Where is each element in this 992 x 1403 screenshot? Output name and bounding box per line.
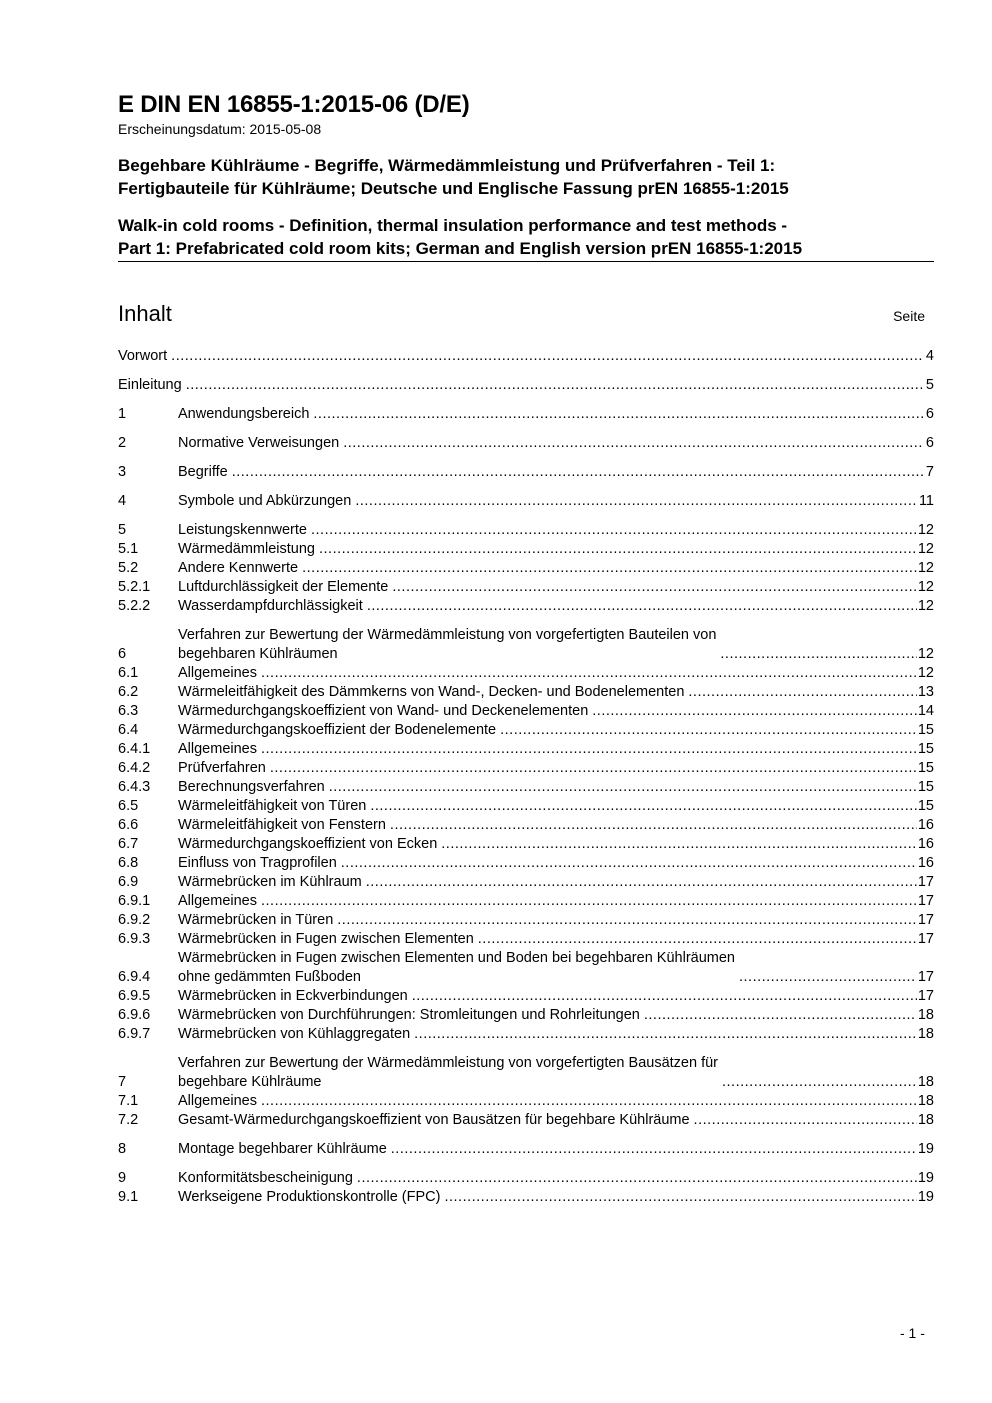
toc-dot-leader [261, 740, 917, 759]
toc-dot-leader [412, 987, 917, 1006]
toc-entry-page: 16 [917, 817, 934, 833]
toc-dot-leader [329, 778, 917, 797]
toc-entry-number: 3 [118, 464, 127, 480]
toc-entry-page: 18 [917, 1093, 934, 1109]
toc-entry-page: 12 [917, 522, 934, 538]
toc-dot-leader [171, 347, 924, 366]
toc-entry-number: 6.9.1 [118, 893, 151, 909]
toc-entry-number: 6.4.1 [118, 741, 151, 757]
toc-entry-number: 6.8 [118, 855, 139, 871]
toc-entry[interactable] [118, 930, 934, 949]
toc-entry-page: 17 [917, 874, 934, 890]
toc-entry-page: 18 [917, 1007, 934, 1023]
toc-entry[interactable] [118, 1140, 934, 1159]
toc-page-label: Seite [893, 308, 925, 324]
toc-entry-number: 6.7 [118, 836, 139, 852]
toc-entry-number: 6.1 [118, 665, 139, 681]
toc-dot-leader [694, 1111, 917, 1130]
toc-entry-number: 6.9.7 [118, 1026, 151, 1042]
toc-entry-number: 5.2.2 [118, 598, 151, 614]
toc-dot-leader [357, 1169, 917, 1188]
toc-entry-title: Wärmebrücken in Fugen zwischen Elementen und Boden bei begehbaren Kühlräumen ohne gedämmten Fußboden [178, 950, 735, 985]
toc-entry[interactable] [118, 1169, 934, 1188]
toc-entry-number: 6.9.2 [118, 912, 151, 928]
toc-entry-number: 6 [118, 646, 127, 662]
toc-entry-title: Normative Verweisungen [178, 435, 340, 451]
toc-entry-title: Verfahren zur Bewertung der Wärmedämmleistung von vorgefertigten Bausätzen für begehbare Kühlräume [178, 1055, 718, 1090]
toc-entry[interactable] [118, 405, 934, 424]
toc-dot-leader [391, 1140, 917, 1159]
toc-entry[interactable] [118, 1006, 934, 1025]
toc-entry-number: 8 [118, 1141, 127, 1157]
toc-entry-number: 6.9.6 [118, 1007, 151, 1023]
toc-entry-title: Verfahren zur Bewertung der Wärmedämmleistung von vorgefertigten Bauteilen von begehbaren Kühlräumen [178, 627, 717, 662]
toc-entry-page: 6 [925, 435, 934, 451]
toc-entry-number: 7.2 [118, 1112, 139, 1128]
toc-entry-title: Anwendungsbereich [178, 406, 310, 422]
toc-entry[interactable] [118, 347, 934, 366]
toc-entry-title: Wasserdampfdurchlässigkeit [178, 598, 363, 614]
toc-entry[interactable] [118, 376, 934, 395]
toc-dot-leader [341, 854, 917, 873]
toc-entry[interactable] [118, 1111, 934, 1130]
toc-entry-number: 6.4.3 [118, 779, 151, 795]
toc-entry[interactable] [118, 463, 934, 482]
toc-entry-title: Konformitätsbescheinigung [178, 1170, 353, 1186]
toc-entry[interactable] [118, 835, 934, 854]
toc-dot-leader [261, 664, 917, 683]
toc-entry[interactable] [118, 521, 934, 540]
toc-entry-page: 17 [917, 931, 934, 947]
toc-entry-page: 18 [917, 1112, 934, 1128]
toc-entry-title: Wärmebrücken in Türen [178, 912, 334, 928]
toc-dot-leader [311, 521, 917, 540]
toc-entry-number: 6.5 [118, 798, 139, 814]
toc-entry-number: 6.4.2 [118, 760, 151, 776]
toc-entry-title: Wärmedurchgangskoeffizient von Wand- und Deckenelementen [178, 703, 589, 719]
toc-entry[interactable] [118, 911, 934, 930]
toc-entry[interactable] [118, 626, 934, 664]
toc-entry-title: Begriffe [178, 464, 228, 480]
toc-entry[interactable] [118, 664, 934, 683]
toc-entry[interactable] [118, 854, 934, 873]
toc-entry-page: 12 [917, 560, 934, 576]
toc-entry-page: 12 [917, 579, 934, 595]
toc-dot-leader [722, 1073, 917, 1092]
toc-dot-leader [478, 930, 917, 949]
toc-entry-page: 12 [917, 541, 934, 557]
toc-entry-page: 18 [917, 1074, 934, 1090]
toc-entry[interactable] [118, 873, 934, 892]
toc-entry-number: 6.3 [118, 703, 139, 719]
toc-entry[interactable] [118, 434, 934, 453]
toc-dot-leader [414, 1025, 917, 1044]
toc-entry-page: 4 [925, 348, 934, 364]
toc-entry-title: Einfluss von Tragprofilen [178, 855, 337, 871]
toc-entry[interactable] [118, 702, 934, 721]
toc-entry-page: 15 [917, 722, 934, 738]
toc-entry-page: 12 [917, 598, 934, 614]
toc-entry-page: 17 [917, 893, 934, 909]
toc-entry-page: 16 [917, 836, 934, 852]
toc-entry-number: 6.4 [118, 722, 139, 738]
toc-entry[interactable] [118, 683, 934, 702]
toc-entry[interactable] [118, 759, 934, 778]
toc-entry-page: 17 [917, 912, 934, 928]
toc-entry-number: 1 [118, 406, 127, 422]
toc-dot-leader [319, 540, 917, 559]
toc-dot-leader [186, 376, 924, 395]
toc-entry-number: 5 [118, 522, 127, 538]
toc-entry-title: Allgemeines [178, 1093, 257, 1109]
toc-entry-title: Wärmedurchgangskoeffizient von Ecken [178, 836, 438, 852]
toc-entry-title: Wärmedämmleistung [178, 541, 315, 557]
toc-entry-title: Berechnungsverfahren [178, 779, 325, 795]
toc-dot-leader [270, 759, 917, 778]
toc-entry-page: 17 [917, 988, 934, 1004]
toc-entry-page: 14 [917, 703, 934, 719]
toc-entry-number: 6.2 [118, 684, 139, 700]
page-number: - 1 - [900, 1325, 925, 1341]
toc-entry-page: 7 [925, 464, 934, 480]
toc-entry-number: 7.1 [118, 1093, 139, 1109]
toc-entry[interactable] [118, 492, 934, 511]
toc-entry-page: 19 [917, 1170, 934, 1186]
toc-entry[interactable] [118, 778, 934, 797]
toc-dot-leader [232, 463, 924, 482]
toc-entry-number: 6.9.5 [118, 988, 151, 1004]
toc-dot-leader [390, 816, 917, 835]
toc-dot-leader [337, 911, 917, 930]
toc-entry-number: 5.1 [118, 541, 139, 557]
toc-dot-leader [688, 683, 916, 702]
table-of-contents [118, 347, 934, 1207]
toc-entry-page: 19 [917, 1189, 934, 1205]
toc-dot-leader [441, 835, 917, 854]
toc-dot-leader [592, 702, 917, 721]
toc-entry-number: 9.1 [118, 1189, 139, 1205]
toc-entry-title: Luftdurchlässigkeit der Elemente [178, 579, 389, 595]
toc-entry-title: Wärmebrücken von Durchführungen: Stromleitungen und Rohrleitungen [178, 1007, 640, 1023]
toc-entry-title: Allgemeines [178, 893, 257, 909]
publication-date: Erscheinungsdatum: 2015-05-08 [118, 121, 322, 137]
toc-entry-number: 6.9.4 [118, 969, 151, 985]
toc-dot-leader [500, 721, 917, 740]
toc-dot-leader [355, 492, 918, 511]
toc-entry-title: Allgemeines [178, 665, 257, 681]
toc-header [118, 300, 934, 328]
toc-entry-title: Symbole und Abkürzungen [178, 493, 352, 509]
toc-entry[interactable] [118, 949, 934, 987]
toc-entry-title: Wärmedurchgangskoeffizient der Bodenelemente [178, 722, 497, 738]
toc-entry-title: Allgemeines [178, 741, 257, 757]
toc-entry[interactable] [118, 721, 934, 740]
toc-entry-page: 18 [917, 1026, 934, 1042]
toc-entry[interactable] [118, 1188, 934, 1207]
toc-entry-page: 5 [925, 377, 934, 393]
toc-title: Inhalt [118, 301, 172, 326]
toc-entry-number: 6.9 [118, 874, 139, 890]
toc-dot-leader [392, 578, 916, 597]
toc-entry[interactable] [118, 559, 934, 578]
toc-entry-page: 12 [917, 665, 934, 681]
toc-entry-page: 15 [917, 741, 934, 757]
toc-entry-title: Wärmeleitfähigkeit von Türen [178, 798, 367, 814]
toc-entry-number: 2 [118, 435, 127, 451]
toc-entry-page: 15 [917, 798, 934, 814]
toc-entry[interactable] [118, 1054, 934, 1092]
toc-dot-leader [302, 559, 917, 578]
toc-entry[interactable] [118, 987, 934, 1006]
toc-entry-title: Vorwort [118, 348, 168, 364]
toc-dot-leader [367, 597, 917, 616]
document-id: E DIN EN 16855-1:2015-06 (D/E) [118, 91, 470, 118]
toc-entry-page: 13 [917, 684, 934, 700]
toc-entry[interactable] [118, 578, 934, 597]
toc-dot-leader [261, 1092, 917, 1111]
toc-entry[interactable] [118, 597, 934, 616]
toc-entry-title: Werkseigene Produktionskontrolle (FPC) [178, 1189, 441, 1205]
document-page [118, 90, 934, 1207]
title-english: Walk-in cold rooms - Definition, thermal insulation performance and test methods - Part 1: Prefabricated cold room kits; German and English version prEN 16855-1:2015 [118, 214, 934, 262]
toc-entry-title: Prüfverfahren [178, 760, 266, 776]
toc-entry-page: 15 [917, 779, 934, 795]
toc-entry-number: 5.2 [118, 560, 139, 576]
toc-entry-page: 16 [917, 855, 934, 871]
toc-entry-title: Einleitung [118, 377, 182, 393]
toc-entry[interactable] [118, 740, 934, 759]
toc-entry-title: Wärmebrücken von Kühlaggregaten [178, 1026, 411, 1042]
toc-entry-number: 6.6 [118, 817, 139, 833]
toc-entry-number: 7 [118, 1074, 127, 1090]
toc-entry-number: 4 [118, 493, 127, 509]
toc-entry-title: Montage begehbarer Kühlräume [178, 1141, 387, 1157]
toc-entry-number: 6.9.3 [118, 931, 151, 947]
toc-entry-number: 5.2.1 [118, 579, 151, 595]
toc-entry-number: 9 [118, 1170, 127, 1186]
toc-entry-page: 19 [917, 1141, 934, 1157]
toc-entry-title: Wärmebrücken in Fugen zwischen Elementen [178, 931, 474, 947]
toc-entry-title: Leistungskennwerte [178, 522, 307, 538]
toc-entry-title: Gesamt-Wärmedurchgangskoeffizient von Bausätzen für begehbare Kühlräume [178, 1112, 690, 1128]
toc-dot-leader [343, 434, 924, 453]
toc-entry[interactable] [118, 892, 934, 911]
toc-entry-title: Wärmebrücken in Eckverbindungen [178, 988, 408, 1004]
toc-dot-leader [366, 873, 917, 892]
toc-entry-title: Andere Kennwerte [178, 560, 299, 576]
toc-dot-leader [261, 892, 917, 911]
toc-dot-leader [313, 405, 924, 424]
toc-entry-page: 12 [917, 646, 934, 662]
toc-dot-leader [720, 645, 916, 664]
toc-dot-leader [370, 797, 917, 816]
toc-entry[interactable] [118, 797, 934, 816]
toc-entry-page: 15 [917, 760, 934, 776]
toc-entry-page: 6 [925, 406, 934, 422]
toc-dot-leader [739, 968, 917, 987]
toc-entry[interactable] [118, 816, 934, 835]
toc-entry-title: Wärmeleitfähigkeit von Fenstern [178, 817, 386, 833]
toc-entry-page: 11 [918, 493, 934, 509]
toc-entry-title: Wärmebrücken im Kühlraum [178, 874, 362, 890]
toc-dot-leader [444, 1188, 916, 1207]
toc-entry-title: Wärmeleitfähigkeit des Dämmkerns von Wand-, Decken- und Bodenelementen [178, 684, 685, 700]
toc-entry[interactable] [118, 1025, 934, 1044]
toc-entry-page: 17 [917, 969, 934, 985]
title-german: Begehbare Kühlräume - Begriffe, Wärmedämmleistung und Prüfverfahren - Teil 1: Fertigbauteile für Kühlräume; Deutsche und Englische Fassung prEN 16855-1:2015 [118, 156, 789, 198]
toc-entry[interactable] [118, 1092, 934, 1111]
toc-dot-leader [644, 1006, 917, 1025]
toc-entry[interactable] [118, 540, 934, 559]
